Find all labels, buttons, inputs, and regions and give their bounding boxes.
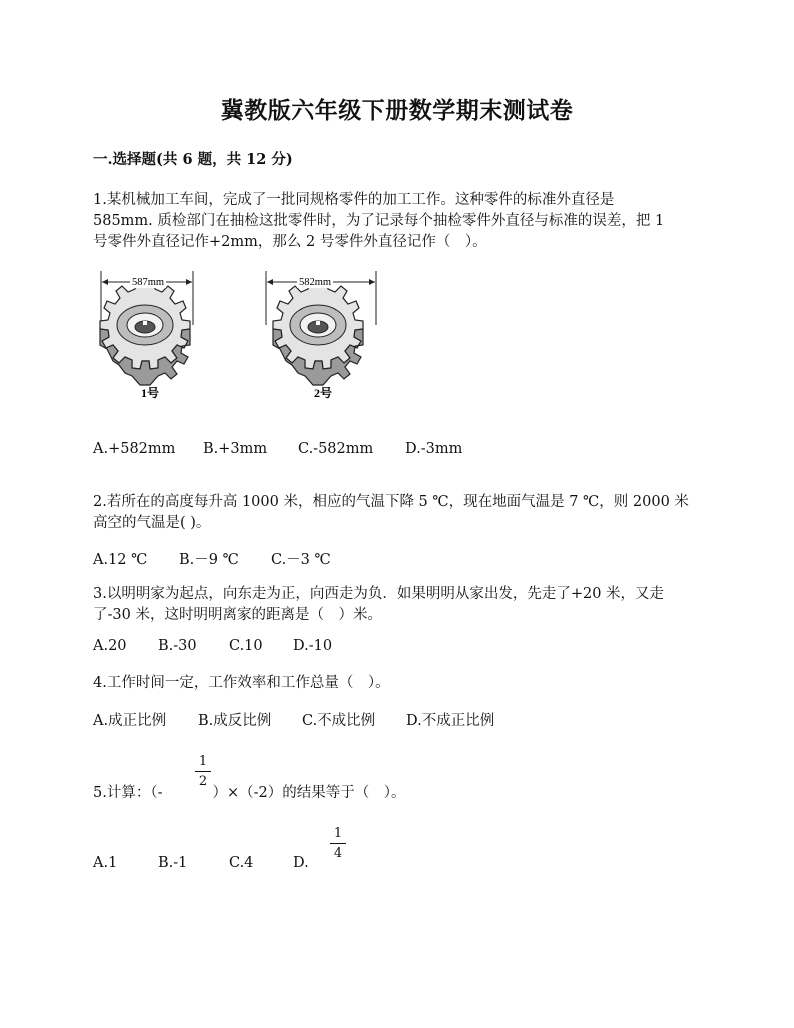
question-2-options [93, 548, 331, 569]
question-4-options [93, 709, 494, 730]
question-5-post: ）×（-2）的结果等于（ ）。 [212, 785, 406, 801]
question-2 [93, 492, 703, 534]
q2-option-c[interactable]: C.－3 ℃ [271, 552, 331, 568]
q4-option-b[interactable]: B.成反比例 [198, 713, 272, 729]
question-3-line-2: 了-30 米，这时明明离家的距离是（ ）米。 [93, 607, 382, 623]
q5-option-d-fraction [330, 826, 346, 861]
question-1-options [93, 441, 462, 457]
gear-2-label: 2号 [313, 386, 333, 400]
gear-2 [266, 271, 376, 385]
q1-option-c[interactable]: C.-582mm [298, 441, 374, 457]
question-4-line-1: 4.工作时间一定，工作效率和工作总量（ ）。 [93, 675, 390, 691]
question-1 [93, 190, 703, 253]
question-3 [93, 584, 703, 626]
question-5-pre: 5.计算：（- [93, 785, 163, 801]
question-5-options [93, 855, 309, 871]
gear-2-dimension: 582mm [298, 277, 332, 288]
section-heading: 一.选择题(共 6 题，共 12 分) [93, 151, 293, 168]
q4-option-d[interactable]: D.不成正比例 [406, 713, 495, 729]
question-1-line-1: 1.某机械加工车间，完成了一批同规格零件的加工工作。这种零件的标准外直径是 [93, 192, 615, 208]
question-1-line-2: 585mm. 质检部门在抽检这批零件时，为了记录每个抽检零件外直径与标准的误差，把 1 [93, 213, 665, 229]
page-title: 冀教版六年级下册数学期末测试卷 [220, 97, 574, 124]
q5-option-c[interactable]: C.4 [229, 855, 254, 871]
q2-option-b[interactable]: B.－9 ℃ [179, 552, 239, 568]
question-1-line-3: 号零件外直径记作+2mm，那么 2 号零件外直径记作（ ）。 [93, 234, 487, 250]
question-3-options [93, 638, 332, 654]
q5-option-d-denominator: 4 [333, 846, 343, 861]
q5-option-d[interactable]: D. [293, 855, 309, 871]
gear-1-dimension: 587mm [131, 277, 165, 288]
q5-fraction-denominator: 2 [198, 774, 208, 789]
q3-option-c[interactable]: C.10 [229, 638, 263, 654]
q1-option-d[interactable]: D.-3mm [405, 441, 463, 457]
q1-option-a[interactable]: A.+582mm [93, 441, 176, 457]
q3-option-d[interactable]: D.-10 [293, 638, 333, 654]
q5-option-d-bar [330, 843, 346, 844]
q5-fraction-bar [195, 771, 211, 772]
q4-option-c[interactable]: C.不成比例 [302, 713, 376, 729]
q5-option-d-numerator: 1 [333, 826, 343, 841]
q4-option-a[interactable]: A.成正比例 [93, 713, 167, 729]
q5-fraction-numerator: 1 [198, 754, 208, 769]
question-2-line-1: 2.若所在的高度每升高 1000 米，相应的气温下降 5 ℃，现在地面气温是 7 ℃，则 2000 米 [93, 494, 689, 510]
q2-option-a[interactable]: A.12 ℃ [93, 552, 148, 568]
q5-option-a[interactable]: A.1 [93, 855, 118, 871]
gears-figure [90, 265, 390, 405]
gear-1 [100, 271, 193, 385]
question-2-line-2: 高空的气温是( )。 [93, 515, 211, 531]
question-3-line-1: 3.以明明家为起点，向东走为正，向西走为负．如果明明从家出发，先走了+20 米，又走 [93, 586, 665, 602]
question-4 [93, 673, 703, 694]
question-5 [93, 781, 406, 802]
gear-1-label: 1号 [140, 386, 160, 400]
q5-option-b[interactable]: B.-1 [158, 855, 188, 871]
q3-option-b[interactable]: B.-30 [158, 638, 197, 654]
q3-option-a[interactable]: A.20 [93, 638, 127, 654]
q1-option-b[interactable]: B.+3mm [203, 441, 268, 457]
